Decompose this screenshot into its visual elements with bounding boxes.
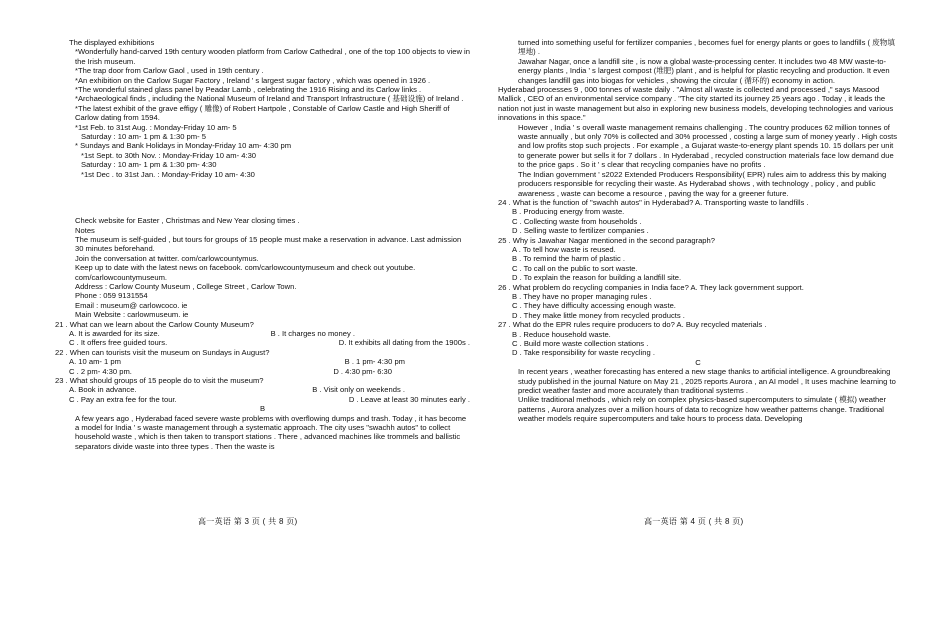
address-line: Address : Carlow County Museum , College Street , Carlow Town. <box>75 281 297 291</box>
notes-line: Keep up to date with the latest news on facebook. com/carlowcountymuseum and check out youtube. com/carlowcountymuseum. <box>75 263 416 282</box>
option-c: C . 2 pm- 4:30 pm. <box>69 366 132 376</box>
option-d: D . 4:30 pm- 6:30 <box>333 366 392 376</box>
question-25-stem: 25 . Why is Jawahar Nagar mentioned in the second paragraph? <box>498 235 715 245</box>
passage-c-paragraph: In recent years , weather forecasting has entered a new stage thanks to artificial intelligence. A groundbreaking study published in the journal Nature on May 21 , 2025 reports Aurora , an AI model , It uses machine learning to predict weather faster and more accurately than traditional systems . <box>518 367 896 396</box>
option-a: A. 10 am- 1 pm <box>69 357 121 367</box>
question-23-options-row <box>55 395 470 404</box>
passage-paragraph: Jawahar Nagar, once a landfill site , is now a global waste-processing center. It includes two 48 MW waste-to-energy plants , India ' s largest compost (堆肥) plant , and is helpful for plastic recycling and production. It even changes landfill gas into biogas for vehicles , showing the circular ( 循环的) economy in action. <box>518 56 890 85</box>
page-4-column <box>498 38 898 424</box>
option-b: B . They have no proper managing rules . <box>512 291 652 301</box>
option-c: C . To call on the public to sort waste. <box>512 263 638 273</box>
passage-paragraph: However , India ' s overall waste management remains challenging . The country produces 62 million tonnes of waste annually , but only 70% is collected and 30% processed , costing a large sum of money yearly . High costs and low profits stop such projects . For example , a Gujarat waste-to-energy plant spends 10. 15 dollars per unit to generate power but sells it for 7 dollars . In Hyderabad , recycled construction materials face low demand due to the price gaps . So it ' s clear that recycling companies have no profits . <box>518 122 898 170</box>
exhibit-item: *Wonderfully hand-carved 19th century wooden platform from Carlow Cathedral , one of the top 100 objects to view in the Irish museum. <box>75 47 470 66</box>
opening-hours-line: *1st Dec . to 31st Jan. : Monday-Friday 10 am- 4:30 <box>81 169 255 179</box>
passage-b-paragraph: A few years ago , Hyderabad faced severe waste problems with overflowing dumps and trash. Today , it has become a model for India ' s waste management through a systematic approach. The city uses "swachh autos" to collect household waste , which is then taken to transport stations . There , advanced machines like trommels and ballistic separators divide waste into three types . Then the waste is <box>75 413 467 451</box>
option-d: D . Selling waste to fertilizer companies . <box>512 226 649 236</box>
option-c: C . Build more waste collection stations . <box>512 339 649 348</box>
option-b: B . Producing energy from waste. <box>512 207 625 217</box>
passage-paragraph: The Indian government ' s2022 Extended Producers Responsibility( EPR) rules aim to address this by making producers responsible for recycling their waste. As Hyderabad shows , with technology , policy , and public awareness , waste can become a resource , paving the way for a greener future. <box>518 169 887 198</box>
question-21-options-row <box>55 338 470 347</box>
opening-hours-line: Saturday : 10 am- 1 pm & 1:30 pm- 5 <box>81 132 206 142</box>
section-b-label: B <box>259 404 266 414</box>
notes-line: Join the conversation at twitter. com/carlowcountymus. <box>75 253 259 263</box>
question-23-options-row <box>55 385 470 394</box>
phone-line: Phone : 059 9131554 <box>75 291 148 301</box>
question-22-stem: 22 . When can tourists visit the museum on Sundays in August? <box>55 347 270 357</box>
option-d: D . They make little money from recycled products . <box>512 310 685 320</box>
opening-hours-line: Saturday : 10 am- 1 pm & 1:30 pm- 4:30 <box>81 160 217 170</box>
option-b: B . It charges no money . <box>270 328 355 338</box>
passage-paragraph: turned into something useful for fertilizer companies , becomes fuel for energy plants or goes to landfills ( 废物填埋地) . <box>518 38 895 57</box>
option-b: B . Visit only on weekends . <box>312 385 405 395</box>
notes-line: The museum is self-guided , but tours for groups of 15 people must make a reservation in advance. Last admission 30 minutes beforehand. <box>75 234 462 254</box>
exhibit-item: *An exhibition on the Carlow Sugar Factory , Ireland ' s largest sugar factory , which was opened in 1926 . <box>75 75 431 85</box>
exhibit-item: *Archaeological finds , including the National Museum of Ireland and Transport Infrastructure ( 基础设施) of Ireland . <box>75 94 464 104</box>
option-c: C . Pay an extra fee for the tour. <box>69 394 177 404</box>
question-27-stem: 27 . What do the EPR rules require producers to do? A. Buy recycled materials . <box>498 320 767 330</box>
option-b: B . Reduce household waste. <box>512 329 611 339</box>
question-22-options-row <box>55 367 470 376</box>
question-26-stem: 26 . What problem do recycling companies in India face? A. They lack government support. <box>498 282 804 292</box>
exhibit-item: *The latest exhibit of the grave effigy ( 雕像) of Robert Hartpole , Constable of Carlow Castle and High Sheriff of Carlow dating from 1594. <box>75 103 450 123</box>
question-22-options-row <box>55 357 470 366</box>
passage-paragraph: Hyderabad processes 9 , 000 tonnes of waste daily . "Almost all waste is collected and processed ," says Masood Mallick , CEO of an environmental service company . "The city started its journey 25 years ago . Today , it leads the nation not just in waste management but also in exploring new business models, developing technologies and various innovations in this space." <box>498 85 894 123</box>
section-c-label: C <box>695 357 701 367</box>
question-23-stem: 23 . What should groups of 15 people do to visit the museum? <box>55 376 264 385</box>
notes-heading: Notes <box>75 225 95 235</box>
option-c: C . It offers free guided tours. <box>69 338 168 348</box>
opening-hours-line: * Sundays and Bank Holidays in Monday-Friday 10 am- 4:30 pm <box>75 141 292 151</box>
option-a: A . To tell how waste is reused. <box>512 244 616 254</box>
exhibit-item: *The trap door from Carlow Gaol , used in 19th century . <box>75 66 264 76</box>
closing-times-note: Check website for Easter , Christmas and New Year closing times . <box>75 216 300 226</box>
option-d: D . Leave at least 30 minutes early . <box>348 394 470 404</box>
option-b: B . To remind the harm of plastic . <box>512 254 625 264</box>
page-footer-right: 高一英语 第 4 页 ( 共 8 页) <box>644 517 744 526</box>
option-d: D. It exhibits all dating from the 1900s . <box>338 338 470 348</box>
page-3-column <box>55 38 470 451</box>
question-21-options-row <box>55 329 470 338</box>
exhibitions-heading: The displayed exhibitions <box>69 38 155 47</box>
option-d: D . To explain the reason for building a landfill site. <box>512 273 682 283</box>
website-line: Main Website : carlowmuseum. ie <box>75 310 189 320</box>
option-c: C . They have difficulty accessing enough waste. <box>512 301 676 311</box>
question-21-stem: 21 . What can we learn about the Carlow County Museum? <box>55 319 254 329</box>
opening-hours-line: *1st Sept. to 30th Nov. : Monday-Friday 10 am- 4:30 <box>81 150 257 160</box>
option-a: A. It is awarded for its size. <box>69 328 160 338</box>
question-24-stem: 24 . What is the function of "swachh autos" in Hyderabad? A. Transporting waste to landfills . <box>498 197 809 207</box>
option-b: B . 1 pm- 4:30 pm <box>344 357 405 367</box>
option-a: A. Book in advance. <box>69 385 137 395</box>
passage-c-paragraph: Unlike traditional methods , which rely on complex physics-based supercomputers to simulate ( 模拟) weather patterns , Aurora analyzes over a million hours of data to recognize how weather patterns change. Traditional weather models require supercomputers and take hours to process data. Developing <box>518 395 887 424</box>
option-c: C . Collecting waste from households . <box>512 216 642 226</box>
option-d: D . Take responsibility for waste recycling . <box>512 348 655 358</box>
page-footer-left: 高一英语 第 3 页 ( 共 8 页) <box>198 517 298 526</box>
email-line: Email : museum@ carlowcoco. ie <box>75 300 188 310</box>
opening-hours-line: *1st Feb. to 31st Aug. : Monday-Friday 10 am- 5 <box>75 122 237 132</box>
exhibit-item: *The wonderful stained glass panel by Peadar Lamb , celebrating the 1916 Rising and its Carlow links . <box>75 85 422 95</box>
